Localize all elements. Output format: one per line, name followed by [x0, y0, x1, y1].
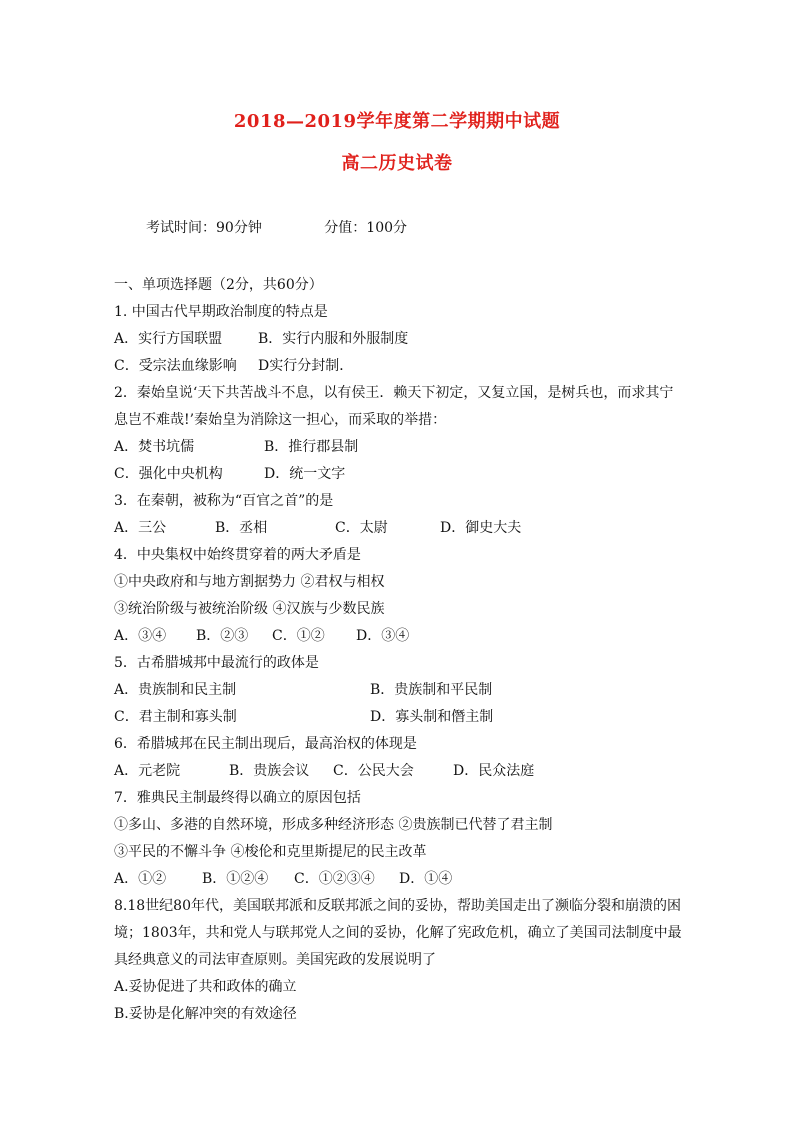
question-4-item-line-2: ③统治阶级与被统治阶级 ④汉族与少数民族 — [114, 601, 385, 617]
question-6-stem: 6．希腊城邦在民主制出现后，最高治权的体现是 — [114, 736, 417, 752]
question-6-options — [114, 758, 694, 785]
question-3-options — [114, 515, 694, 542]
question-4-option-c[interactable]: C．①② — [272, 628, 325, 644]
question-4-options — [114, 623, 694, 650]
question-5-option-b[interactable]: B．贵族制和平民制 — [370, 682, 493, 698]
exam-meta — [146, 217, 407, 237]
question-2-options-row-2 — [114, 461, 694, 488]
question-4-stem: 4．中央集权中始终贯穿着的两大矛盾是 — [114, 547, 361, 563]
question-5-option-a[interactable]: A．贵族制和民主制 — [114, 682, 237, 698]
question-7-options — [114, 866, 694, 893]
question-7-item-line-2: ③平民的不懈斗争 ④梭伦和克里斯提尼的民主改革 — [114, 844, 427, 860]
question-7-option-c[interactable]: C．①②③④ — [294, 871, 375, 887]
question-7-option-b[interactable]: B．①②④ — [202, 871, 269, 887]
question-2-option-d[interactable]: D．统一文字 — [264, 466, 346, 482]
question-2-stem-line-2: 息岂不难哉!’秦始皇为消除这一担心，而采取的举措： — [114, 412, 447, 428]
question-5-option-c[interactable]: C．君主制和寡头制 — [114, 709, 237, 725]
exam-time: 考试时间：90分钟 — [146, 220, 262, 236]
section-heading: 一、单项选择题（2分，共60分） — [114, 277, 323, 293]
question-3-option-c[interactable]: C．太尉 — [335, 520, 388, 536]
question-1-option-d[interactable]: D实行分封制． — [258, 358, 354, 374]
question-1-options-row-1 — [114, 326, 694, 353]
question-1-options-row-2 — [114, 353, 694, 380]
question-2-option-a[interactable]: A．焚书坑儒 — [114, 439, 195, 455]
question-8-stem-line-1: 8.18世纪80年代，美国联邦派和反联邦派之间的妥协，帮助美国走出了濒临分裂和崩溃的困 — [114, 898, 681, 914]
question-5-options-row-2 — [114, 704, 694, 731]
question-4-item-line-1: ①中央政府和与地方割据势力 ②君权与相权 — [114, 574, 385, 590]
question-8-option-a[interactable]: A.妥协促进了共和政体的确立 — [114, 979, 297, 995]
question-2-stem-line-1: 2．秦始皇说‘天下共苦战斗不息，以有侯王．赖天下初定，又复立国，是树兵也，而求其宁 — [114, 385, 674, 401]
question-1-option-b[interactable]: B．实行内服和外服制度 — [258, 331, 409, 347]
question-2-option-b[interactable]: B．推行郡县制 — [264, 439, 359, 455]
exam-title: 2018—2019学年度第二学期期中试题 — [233, 111, 561, 132]
question-2-options-row-1 — [114, 434, 694, 461]
exam-score: 分值：100分 — [324, 220, 408, 236]
question-6-option-b[interactable]: B．贵族会议 — [229, 763, 310, 779]
question-8-stem-line-2: 境；1803年，共和党人与联邦党人之间的妥协，化解了宪政危机，确立了美国司法制度中最 — [114, 925, 682, 941]
question-8-stem-line-3: 具经典意义的司法审查原则。美国宪政的发展说明了 — [114, 952, 436, 968]
question-2-option-c[interactable]: C．强化中央机构 — [114, 466, 223, 482]
question-3-option-d[interactable]: D．御史大夫 — [440, 520, 522, 536]
question-6-option-c[interactable]: C．公民大会 — [333, 763, 414, 779]
question-1-option-c[interactable]: C．受宗法血缘影响 — [114, 358, 237, 374]
exam-subtitle: 高二历史试卷 — [341, 153, 453, 174]
question-7-option-a[interactable]: A．①② — [114, 871, 167, 887]
question-3-option-a[interactable]: A．三公 — [114, 520, 167, 536]
question-6-option-a[interactable]: A．元老院 — [114, 763, 181, 779]
question-7-item-line-1: ①多山、多港的自然环境，形成多种经济形态 ②贵族制已代替了君主制 — [114, 817, 553, 833]
question-list — [114, 272, 694, 1028]
question-3-option-b[interactable]: B．丞相 — [215, 520, 268, 536]
question-7-option-d[interactable]: D．①④ — [399, 871, 453, 887]
question-5-options-row-1 — [114, 677, 694, 704]
question-5-stem: 5．古希腊城邦中最流行的政体是 — [114, 655, 319, 671]
question-1-stem: 1. 中国古代早期政治制度的特点是 — [114, 304, 328, 320]
question-5-option-d[interactable]: D．寡头制和僭主制 — [370, 709, 494, 725]
question-3-stem: 3．在秦朝，被称为“百官之首”的是 — [114, 493, 334, 509]
question-4-option-b[interactable]: B．②③ — [196, 628, 249, 644]
question-7-stem: 7．雅典民主制最终得以确立的原因包括 — [114, 790, 361, 806]
question-8-option-b[interactable]: B.妥协是化解冲突的有效途径 — [114, 1006, 297, 1022]
question-6-option-d[interactable]: D．民众法庭 — [453, 763, 535, 779]
question-4-option-a[interactable]: A．③④ — [114, 628, 167, 644]
question-1-option-a[interactable]: A．实行方国联盟 — [114, 331, 223, 347]
question-4-option-d[interactable]: D．③④ — [356, 628, 410, 644]
